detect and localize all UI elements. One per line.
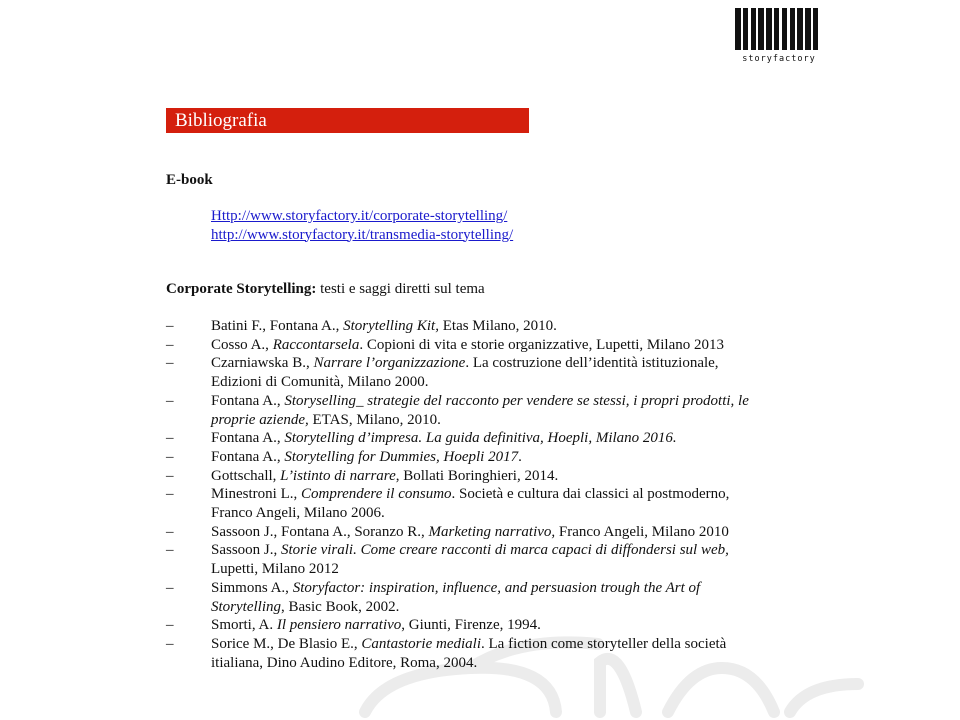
entry-title-italic: proprie aziende, <box>211 411 309 428</box>
entry-line <box>211 579 749 598</box>
ebook-links <box>211 207 513 244</box>
page-title: Bibliografia <box>166 108 529 133</box>
bullet-dash: – <box>166 467 174 484</box>
entry-title-italic: Storyfactor: inspiration, influence, and persuasion trough the Art of <box>292 579 701 596</box>
entry-line <box>211 541 749 560</box>
entry-text: . La costruzione dell’identità istituzionale, <box>465 355 719 372</box>
storyfactory-logo <box>735 8 823 64</box>
link-transmedia-storytelling[interactable]: http://www.storyfactory.it/transmedia-storytelling/ <box>211 226 514 243</box>
entry-line <box>211 317 749 336</box>
entry-text: Czarniawska B., <box>211 355 314 372</box>
list-item <box>166 354 749 391</box>
entry-text: Cosso A., <box>211 336 273 353</box>
entry-title-italic: Storytelling for Dummies, Hoepli 2017 <box>284 448 519 465</box>
entry-title-italic: Storyselling_ strategie del racconto per vendere se stessi, i propri prodotti, le <box>284 392 749 409</box>
link-corporate-storytelling[interactable]: Http://www.storyfactory.it/corporate-storytelling/ <box>211 208 508 224</box>
bullet-dash: – <box>166 486 174 503</box>
entry-title-italic: Storytelling d’impresa. La guida definitiva, Hoepli, Milano 2016. <box>284 430 677 447</box>
entry-title-italic: Cantastorie mediali <box>361 635 481 652</box>
list-item <box>166 541 749 578</box>
entry-text: , Bollati Boringhieri, 2014. <box>395 467 559 484</box>
entry-text: , Giunti, Firenze, 1994. <box>401 617 541 634</box>
entry-line <box>211 523 749 542</box>
entry-text: Sassoon J., <box>211 542 282 559</box>
entry-text: Simmons A., <box>211 579 293 596</box>
entry-text: . <box>518 448 522 465</box>
logo-text: storyfactory <box>742 54 816 64</box>
entry-title-italic: L’istinto di narrare <box>280 467 396 484</box>
entry-text: Batini F., Fontana A., <box>211 318 344 334</box>
entry-text: ETAS, Milano, 2010. <box>308 411 441 428</box>
bullet-dash: – <box>166 523 174 540</box>
bullet-dash: – <box>166 336 174 353</box>
list-item <box>166 392 749 429</box>
entry-text: Sorice M., De Blasio E., <box>211 635 362 652</box>
entry-text: Edizioni di Comunità, Milano 2000. <box>211 374 429 391</box>
bullet-dash: – <box>166 355 174 372</box>
bullet-dash: – <box>166 617 174 634</box>
bullet-dash: – <box>166 579 174 596</box>
entry-text: Franco Angeli, Milano 2006. <box>211 505 385 522</box>
entry-text: Etas Milano, 2010. <box>438 318 557 334</box>
section-heading-rest: testi e saggi diretti sul tema <box>316 281 485 297</box>
list-item <box>166 467 749 486</box>
entry-line <box>211 504 749 523</box>
entry-text: Franco Angeli, Milano 2010 <box>555 523 729 540</box>
entry-title-italic: Marketing narrativo, <box>428 523 556 540</box>
entry-text: Fontana A., <box>211 392 285 409</box>
entry-line <box>211 485 749 504</box>
entry-line <box>211 392 749 411</box>
entry-line <box>211 467 749 486</box>
logo-bars-icon <box>735 8 823 50</box>
entry-text: Fontana A., <box>211 430 285 447</box>
entry-title-italic: Storytelling <box>211 598 281 615</box>
list-item <box>166 429 749 448</box>
entry-text: Lupetti, Milano 2012 <box>211 561 339 578</box>
list-item <box>166 523 749 542</box>
entry-text: Sassoon J., Fontana A., Soranzo R., <box>211 523 429 540</box>
entry-text: . Copioni di vita e storie organizzative, Lupetti, Milano 2013 <box>359 336 724 353</box>
section-heading-bold: Corporate Storytelling: <box>166 281 317 297</box>
entry-line <box>211 560 749 579</box>
entry-line <box>211 616 749 635</box>
list-item <box>166 579 749 616</box>
bullet-dash: – <box>166 448 174 465</box>
list-item <box>166 485 749 522</box>
entry-line <box>211 598 749 617</box>
bullet-dash: – <box>166 392 174 409</box>
entry-text: itialiana, Dino Audino Editore, Roma, 2004. <box>211 654 478 671</box>
section-heading <box>166 281 485 298</box>
entry-line <box>211 448 749 467</box>
entry-text: Minestroni L., <box>211 486 301 503</box>
list-item <box>166 616 749 635</box>
list-item <box>166 635 749 672</box>
bullet-dash: – <box>166 430 174 447</box>
bullet-dash: – <box>166 318 174 334</box>
entry-line <box>211 429 749 448</box>
entry-title-italic: Comprendere il consumo <box>301 486 452 503</box>
bullet-dash: – <box>166 542 174 559</box>
entry-text: , Basic Book, 2002. <box>281 598 400 615</box>
entry-text: . Società e cultura dai classici al postmoderno, <box>451 486 730 503</box>
entry-text: Fontana A., <box>211 448 285 465</box>
entry-line <box>211 411 749 430</box>
entry-title-italic: Raccontarsela <box>272 336 360 353</box>
entry-line <box>211 336 749 355</box>
entry-text: Smorti, A. <box>211 617 277 634</box>
ebook-heading: E-book <box>166 172 213 188</box>
entry-text: . La fiction come storyteller della società <box>481 635 727 652</box>
entry-title-italic: Narrare l’organizzazione <box>313 355 466 372</box>
entry-text: Gottschall, <box>211 467 281 484</box>
entry-line <box>211 354 749 373</box>
bullet-dash: – <box>166 635 174 652</box>
bibliography-list <box>166 317 749 672</box>
list-item <box>166 448 749 467</box>
entry-line <box>211 635 749 654</box>
entry-title-italic: Storie virali. Come creare racconti di marca capaci di diffondersi sul web, <box>281 542 729 559</box>
entry-title-italic: Il pensiero narrativo <box>276 617 402 634</box>
list-item <box>166 317 749 336</box>
entry-title-italic: Storytelling Kit, <box>343 318 439 334</box>
entry-line <box>211 373 749 392</box>
entry-line <box>211 654 749 673</box>
list-item <box>166 336 749 355</box>
